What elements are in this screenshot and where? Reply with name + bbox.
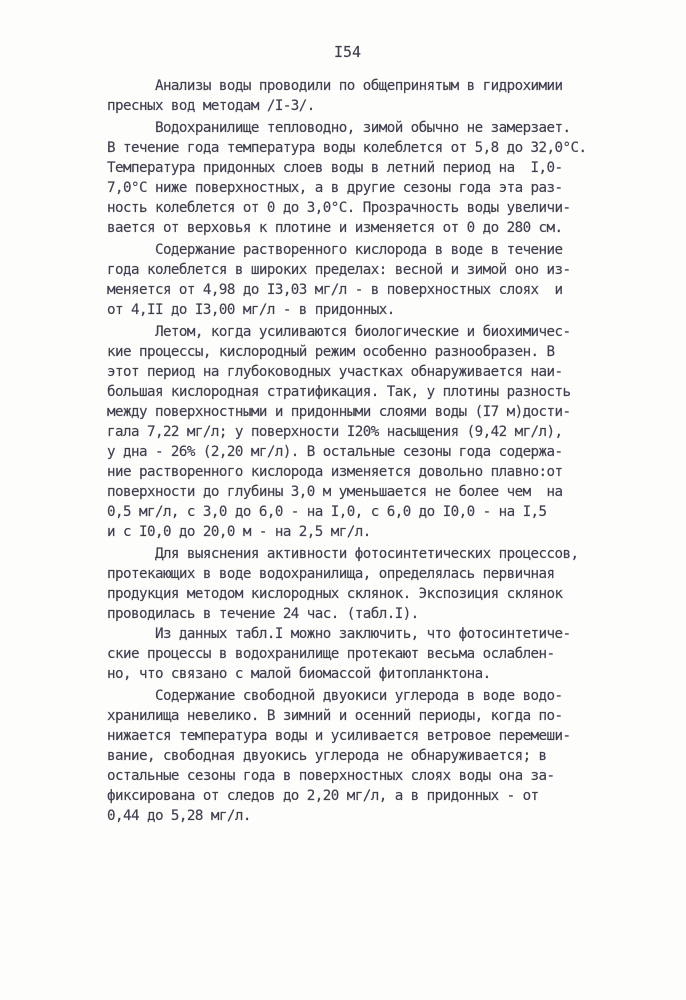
text-line: ские процессы в водохранилище протекают весьма ослаблен- [107, 646, 555, 662]
text-line: и с I0,0 до 20,0 м - на 2,5 мг/л. [107, 524, 371, 540]
text-line: 7,0°С ниже поверхностных, а в другие сезоны года эта раз- [107, 180, 563, 196]
text-line: Для выяснения активности фотосинтетических процессов, [107, 546, 579, 562]
text-line: кие процессы, кислородный режим особенно разнообразен. В [107, 344, 555, 360]
text-line: большая кислородная стратификация. Так, у плотины разность [107, 384, 571, 400]
text-line: у дна - 26% (2,20 мг/л). В остальные сезоны года содержа- [107, 444, 563, 460]
text-line: Водохранилище тепловодно, зимой обычно не замерзает. [107, 120, 571, 136]
text-line: Содержание свободной двуокиси углерода в воде водо- [107, 688, 563, 704]
text-line: фиксирована от следов до 2,20 мг/л, а в придонных - от [107, 788, 539, 804]
text-line: Из данных табл.I можно заключить, что фотосинтетиче- [107, 626, 571, 642]
text-line: поверхности до глубины 3,0 м уменьшается не более чем на [107, 484, 563, 500]
text-line: Содержание растворенного кислорода в воде в течение [107, 242, 563, 258]
text-line: года колеблется в широких пределах: весной и зимой оно из- [107, 262, 571, 278]
text-line: от 4,II до I3,00 мг/л - в придонных. [107, 302, 395, 318]
text-line: Летом, когда усиливаются биологические и биохимичес- [107, 324, 571, 340]
text-line: пресных вод методам /I-3/. [107, 98, 315, 114]
text-line: Анализы воды проводили по общепринятым в гидрохимии [107, 78, 563, 94]
text-line: Температура придонных слоев воды в летний период на I,0- [107, 160, 563, 176]
text-line: ние растворенного кислорода изменяется довольно плавно:от [107, 464, 563, 480]
text-line: гала 7,22 мг/л; у поверхности I20% насыщения (9,42 мг/л), [107, 424, 563, 440]
text-line: продукция методом кислородных склянок. Экспозиция склянок [107, 586, 563, 602]
text-line: проводилась в течение 24 час. (табл.I). [107, 606, 419, 622]
text-line: остальные сезоны года в поверхностных слоях воды она за- [107, 768, 555, 784]
text-line: хранилища невелико. В зимний и осенний периоды, когда по- [107, 708, 563, 724]
text-line: 0,5 мг/л, с 3,0 до 6,0 - на I,0, с 6,0 до I0,0 - на I,5 [107, 504, 547, 520]
text-line: этот период на глубоководных участках обнаруживается наи- [107, 364, 563, 380]
text-line: В течение года температура воды колеблется от 5,8 до 32,0°С. [107, 140, 587, 156]
text-line: меняется от 4,98 до I3,03 мг/л - в поверхностных слоях и [107, 282, 563, 298]
text-line: но, что связано с малой биомассой фитопланктона. [107, 666, 491, 682]
text-line: вание, свободная двуокись углерода не обнаруживается; в [107, 748, 547, 764]
text-line: вается от верховья к плотине и изменяется от 0 до 280 см. [107, 220, 563, 236]
text-line: нижается температура воды и усиливается ветровое перемеши- [107, 728, 571, 744]
page-number: I54 [334, 43, 362, 61]
text-line: между поверхностными и придонными слоями воды (I7 м)дости- [107, 404, 571, 420]
text-line: 0,44 до 5,28 мг/л. [107, 808, 251, 824]
text-line: ность колеблется от 0 до 3,0°С. Прозрачность воды увеличи- [107, 200, 571, 216]
text-line: протекающих в воде водохранилища, определялась первичная [107, 566, 555, 582]
